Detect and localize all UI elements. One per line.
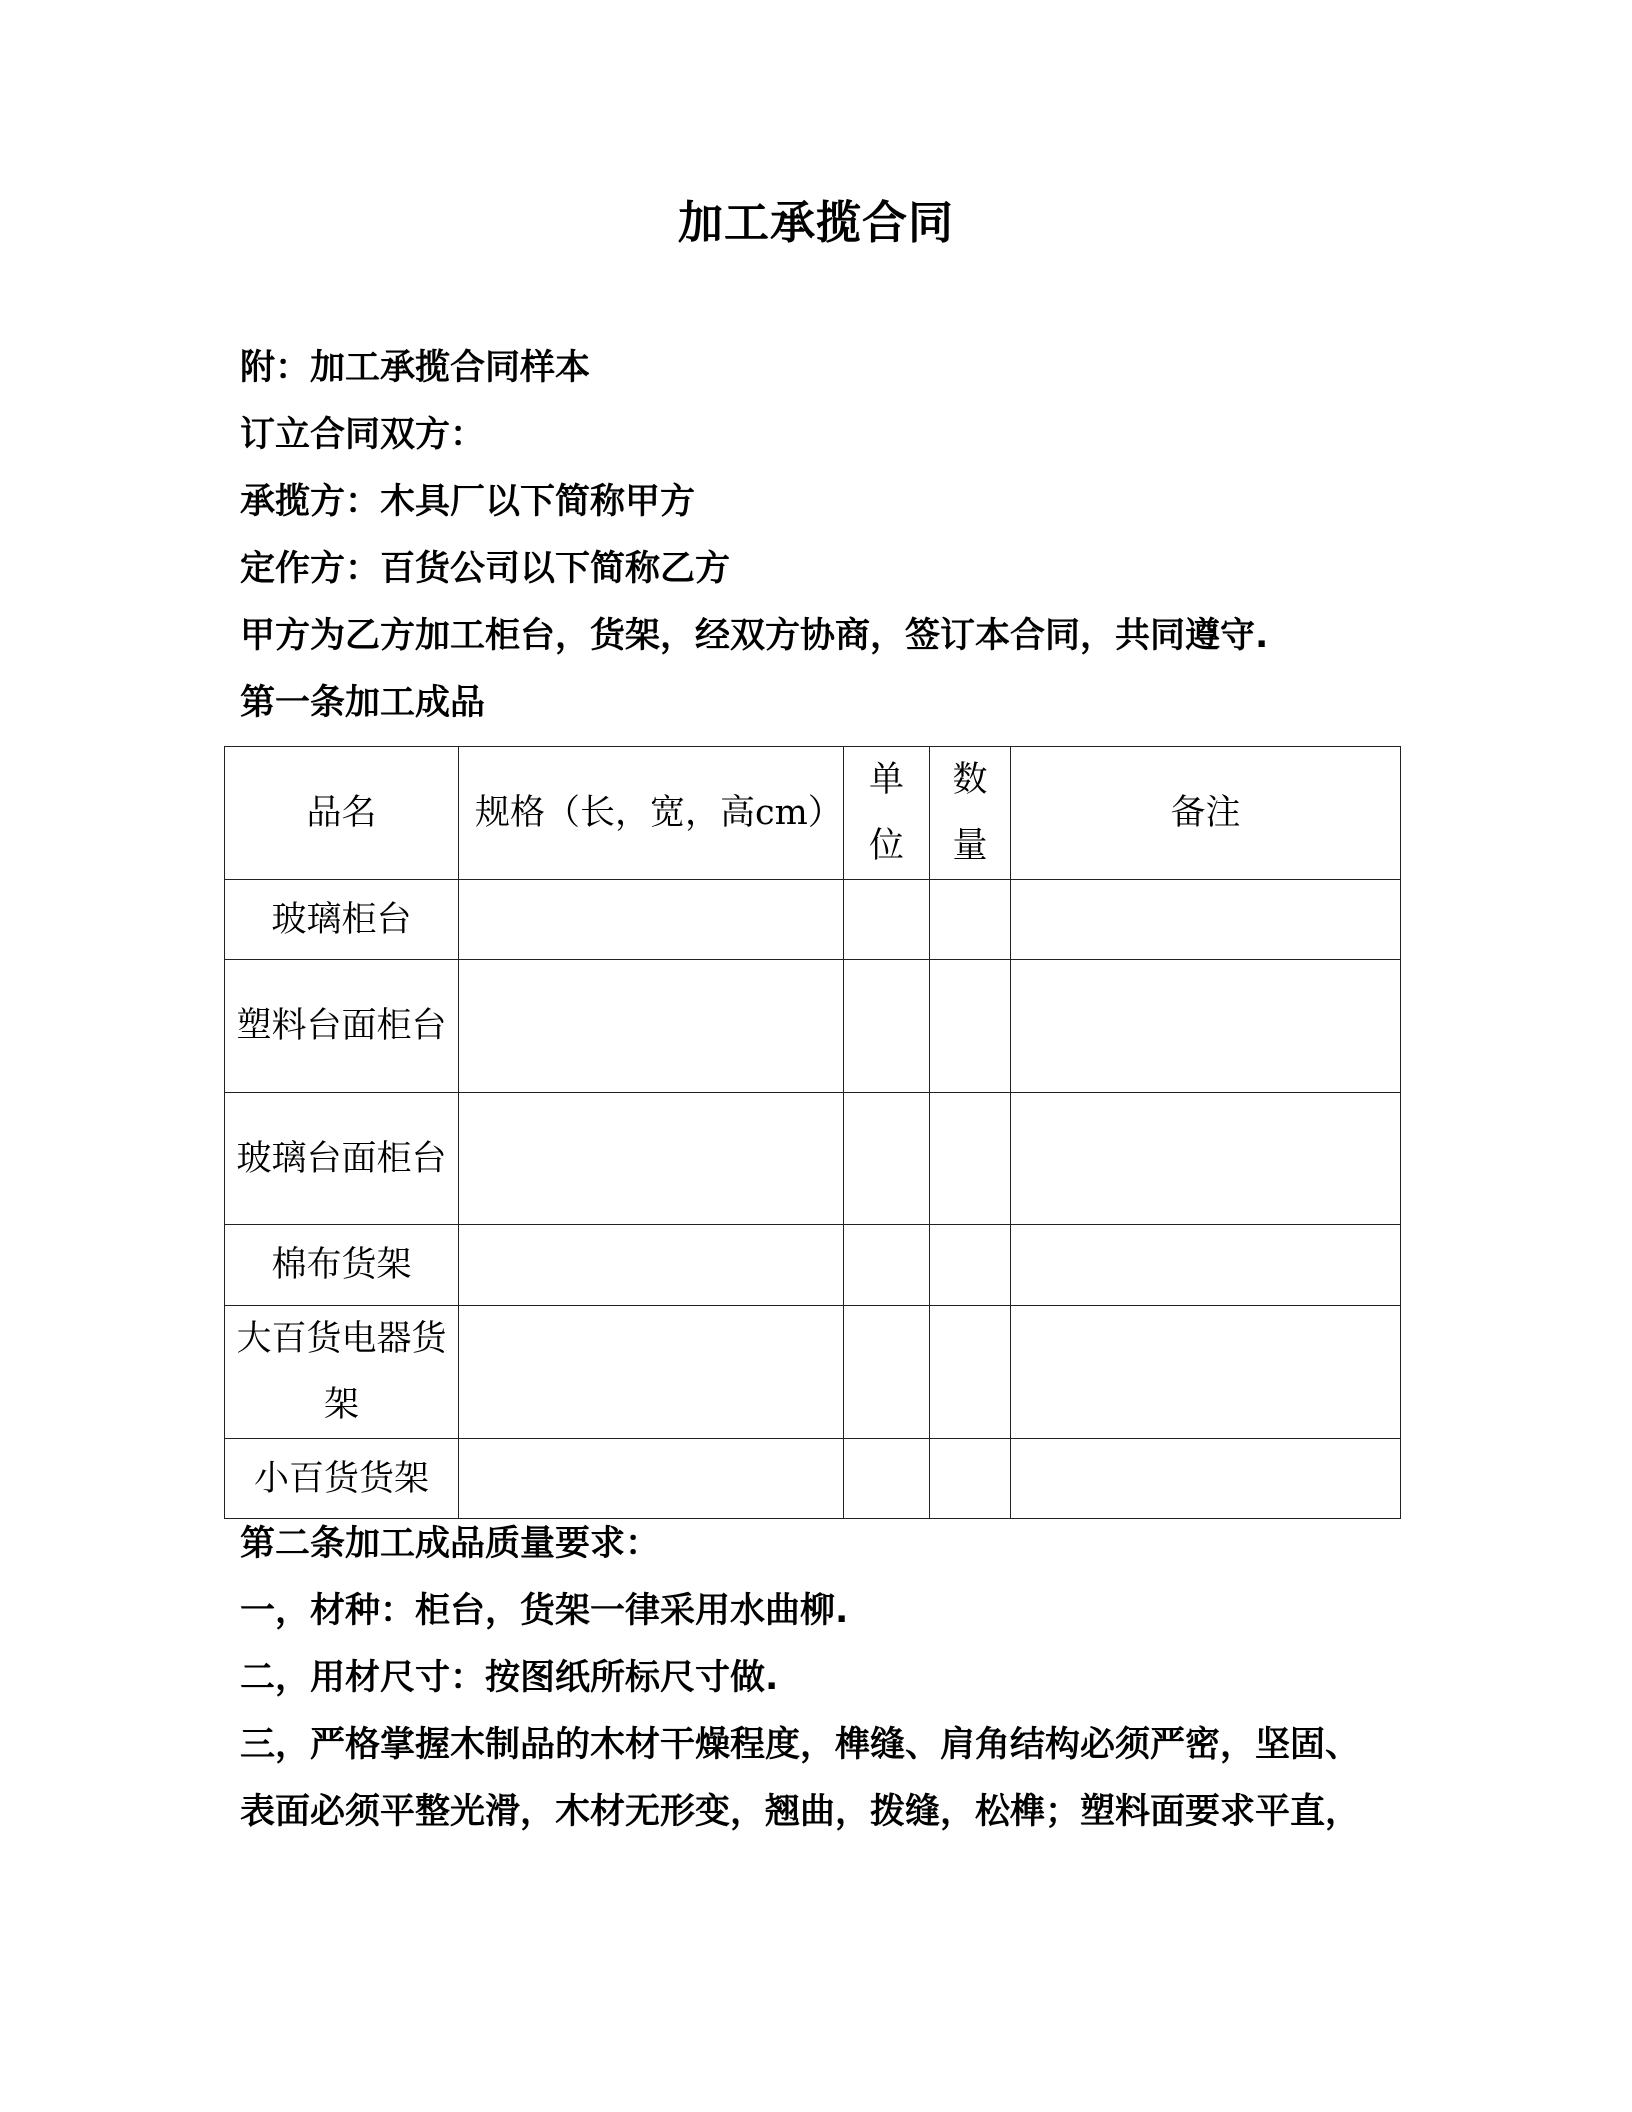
header-name: 品名 xyxy=(225,747,459,880)
table-row xyxy=(225,960,1401,1093)
row-note xyxy=(1011,880,1401,960)
row-quantity xyxy=(930,1093,1011,1225)
orderer-line: 定作方：百货公司以下简称乙方 xyxy=(240,549,731,589)
contract-title: 加工承揽合同 xyxy=(677,196,954,249)
header-spec: 规格（长，宽，高cm） xyxy=(459,747,844,880)
row-unit xyxy=(844,1439,930,1519)
row-name: 小百货货架 xyxy=(225,1439,459,1519)
row-name: 玻璃柜台 xyxy=(225,880,459,960)
clause-material: 一，材种：柜台，货架一律采用水曲柳. xyxy=(240,1591,849,1631)
table-header-row xyxy=(225,747,1401,880)
row-quantity xyxy=(930,960,1011,1093)
clause-quality-line-2: 表面必须平整光滑，木材无形变，翘曲，拨缝，松榫；塑料面要求平直， xyxy=(240,1792,1361,1832)
article-two-heading: 第二条加工成品质量要求： xyxy=(240,1524,661,1564)
row-name: 塑料台面柜台 xyxy=(225,960,459,1093)
row-note xyxy=(1011,1439,1401,1519)
agreement-line: 甲方为乙方加工柜台，货架，经双方协商，签订本合同，共同遵守. xyxy=(240,616,1269,656)
row-spec xyxy=(459,1306,844,1439)
row-note xyxy=(1011,960,1401,1093)
clause-quality-line-1: 三，严格掌握木制品的木材干燥程度，榫缝、肩角结构必须严密，坚固、 xyxy=(240,1725,1361,1765)
row-note xyxy=(1011,1306,1401,1439)
header-unit: 单 位 xyxy=(844,747,930,880)
table-row xyxy=(225,1093,1401,1225)
parties-line: 订立合同双方： xyxy=(240,415,486,455)
table-row xyxy=(225,1225,1401,1306)
table-row xyxy=(225,880,1401,960)
header-note: 备注 xyxy=(1011,747,1401,880)
article-one-heading: 第一条加工成品 xyxy=(240,683,486,723)
row-spec xyxy=(459,1439,844,1519)
row-quantity xyxy=(930,1439,1011,1519)
row-spec xyxy=(459,1225,844,1306)
row-unit xyxy=(844,960,930,1093)
header-quantity: 数 量 xyxy=(930,747,1011,880)
row-note xyxy=(1011,1093,1401,1225)
row-unit xyxy=(844,1093,930,1225)
row-spec xyxy=(459,960,844,1093)
products-table xyxy=(224,746,1401,1519)
row-name: 玻璃台面柜台 xyxy=(225,1093,459,1225)
row-note xyxy=(1011,1225,1401,1306)
table-row xyxy=(225,1439,1401,1519)
row-quantity xyxy=(930,1225,1011,1306)
row-name: 棉布货架 xyxy=(225,1225,459,1306)
row-unit xyxy=(844,1306,930,1439)
clause-dimensions: 二，用材尺寸：按图纸所标尺寸做. xyxy=(240,1658,779,1698)
row-spec xyxy=(459,880,844,960)
attachment-line: 附：加工承揽合同样本 xyxy=(240,348,591,388)
contractor-line: 承揽方：木具厂以下简称甲方 xyxy=(240,482,696,522)
table-row xyxy=(225,1306,1401,1439)
row-unit xyxy=(844,1225,930,1306)
row-name: 大百货电器货架 xyxy=(225,1306,459,1439)
row-quantity xyxy=(930,880,1011,960)
row-quantity xyxy=(930,1306,1011,1439)
row-spec xyxy=(459,1093,844,1225)
row-unit xyxy=(844,880,930,960)
